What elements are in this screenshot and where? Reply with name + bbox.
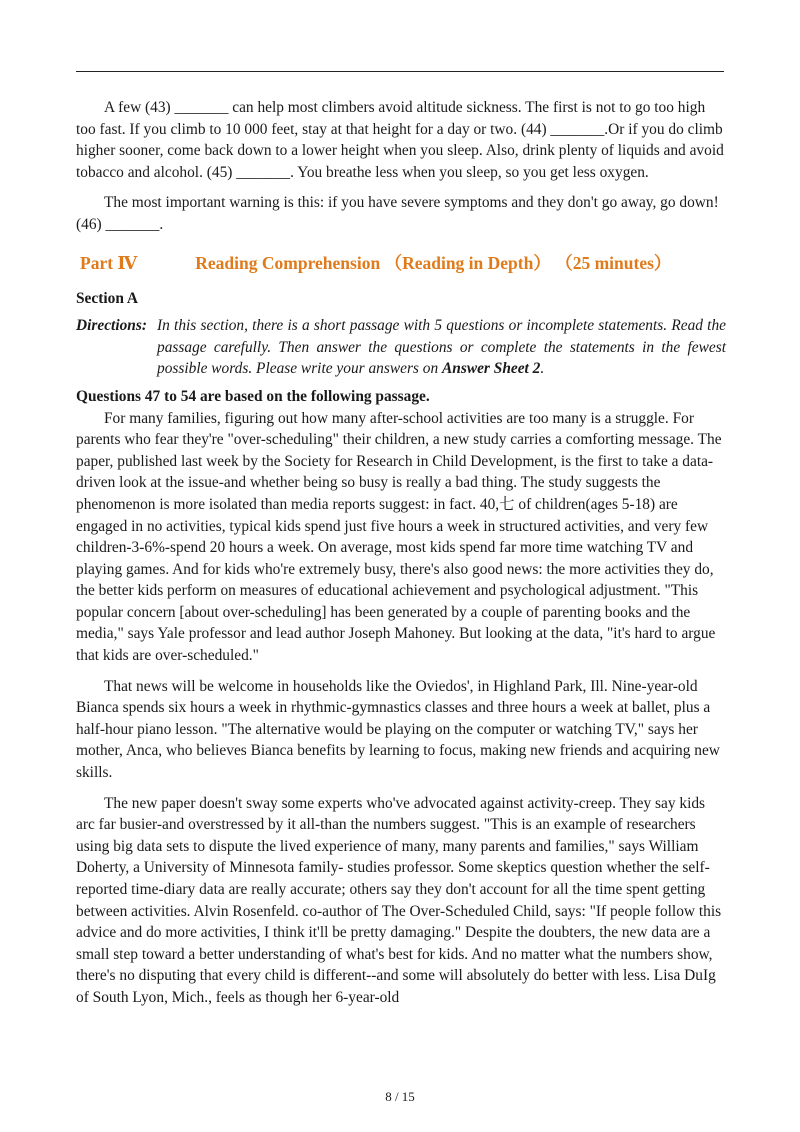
directions-label: Directions: [76,317,147,335]
directions-end: . [540,360,545,378]
page-content [76,97,726,1009]
cloze-paragraph: A few (43) _______ can help most climbers avoid altitude sickness. The first is not to go too high too fast. If you climb to 10 000 feet, stay at that height for a day or two. (44) _______.Or if you do climb higher sooner, come back down to a lower height when you sleep. Also, drink plenty of liquids and avoid tobacco and alcohol. (45) _______. You breathe less when you sleep, so you get less oxygen. [76,99,724,181]
part-title: Reading Comprehension （Reading in Depth） （25 minutes） [195,252,672,273]
cloze-paragraph: The most important warning is this: if you have severe symptoms and they don't go away, go down! (46) _______. [76,194,719,233]
directions-text: In this section, there is a short passage with 5 questions or incomplete statements. Read the passage carefully. Then answer the questions or complete the statements in the fewest possible words. Please write your answers on [157,317,726,378]
part-number: Part Ⅳ [80,252,138,273]
section-title: Section A [76,289,138,307]
directions-emphasis: Answer Sheet 2 [442,360,541,378]
passage-paragraph: For many families, figuring out how many after-school activities are too many is a struggle. For parents who fear they're "over-scheduling" their children, a new study carries a comforting message. The paper, published last week by the Society for Research in Child Development, is the first to take a data-driven look at the issue-and whether being so busy is really a bad thing. The study suggests the phenomenon is more isolated than media reports suggest: in fact. 40,七 of children(ages 5-18) are engaged in no activities, typical kids spend just five hours a week in structured activities, and very few children-3-6%-spend 20 hours a week. On average, most kids spend far more time watching TV and playing games. And for kids who're extremely busy, there's also good news: the more activities they do, the better kids perform on measures of educational achievement and psychological adjustment. "This popular concern [about over-scheduling] has been generated by a couple of parenting books and the media," says Yale professor and lead author Joseph Mahoney. But looking at the data, "it's hard to argue that kids are over-scheduled." [76,409,722,665]
passage-paragraph: The new paper doesn't sway some experts who've advocated against activity-creep. They say kids arc far busier-and overstressed by it all-than the numbers suggest. "This is an example of researchers using big data sets to dispute the lived experience of many, many parents and families," says William Doherty, a University of Minnesota family- studies professor. Some skeptics question whether the self-reported time-diary data are really accurate; others say they don't account for all the time spent getting between activities. Alvin Rosenfeld. co-author of The Over-Scheduled Child, says: "If people follow this advice and do more activities, I think it'll be pretty damaging." Despite the doubters, the new data are a small step toward a better understanding of what's best for kids. And no matter what the numbers show, there's no disputing that every child is different--and some will absolutely do better with less. Lisa DuIg of South Lyon, Mich., feels as though her 6-year-old [76,794,722,1006]
passage-paragraph: That news will be welcome in households like the Oviedos', in Highland Park, Ill. Nine-year-old Bianca spends six hours a week in rhythmic-gymnastics classes and three hours a week at ballet, plus a half-hour piano lesson. "The alternative would be playing on the computer or watching TV," says her mother, Anca, who believes Bianca benefits by learning to focus, making new friends and acquiring new skills. [76,677,720,782]
directions [76,315,726,380]
page-number: 8 / 15 [385,1089,415,1104]
part-heading [76,250,726,276]
questions-heading: Questions 47 to 54 are based on the following passage. [76,387,430,405]
header-rule [76,71,724,72]
